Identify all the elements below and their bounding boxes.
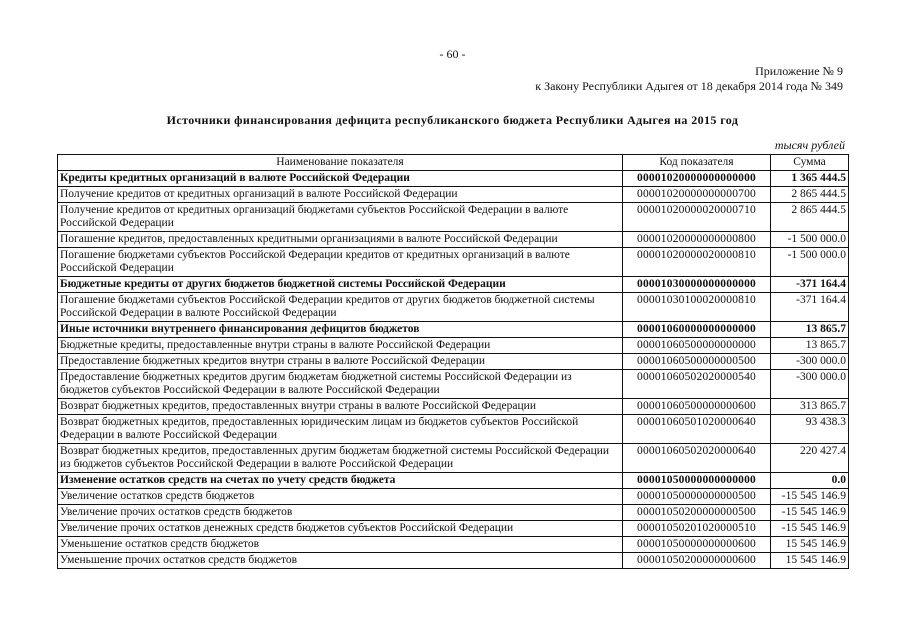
table-row: [58, 537, 849, 553]
table-row: [58, 203, 849, 232]
row-name-cell: Возврат бюджетных кредитов, предоставленных внутри страны в валюте Российской Федерации: [58, 399, 623, 415]
table-row: [58, 187, 849, 203]
row-name-cell: Уменьшение прочих остатков средств бюджетов: [58, 553, 623, 569]
row-name-cell: Увеличение прочих остатков денежных средств бюджетов субъектов Российской Федерации: [58, 521, 623, 537]
table-row: [58, 293, 849, 322]
row-code-cell: 00001030100020000810: [623, 293, 771, 322]
table-body: [58, 171, 849, 569]
row-code-cell: 00001060500000000500: [623, 354, 771, 370]
row-name-cell: Предоставление бюджетных кредитов внутри страны в валюте Российской Федерации: [58, 354, 623, 370]
row-name-cell: Бюджетные кредиты, предоставленные внутри страны в валюте Российской Федерации: [58, 338, 623, 354]
table-row: [58, 505, 849, 521]
appendix-reference: [535, 64, 843, 94]
table-row: [58, 171, 849, 187]
appendix-number: Приложение № 9: [755, 64, 843, 78]
row-code-cell: 00001020000000000800: [623, 232, 771, 248]
row-code-cell: 00001060500000000000: [623, 338, 771, 354]
row-code-cell: 00001060000000000000: [623, 322, 771, 338]
table-row: [58, 232, 849, 248]
row-sum-cell: -1 500 000.0: [771, 248, 849, 277]
row-code-cell: 00001050000000000500: [623, 489, 771, 505]
row-sum-cell: 2 865 444.5: [771, 187, 849, 203]
row-sum-cell: -15 545 146.9: [771, 521, 849, 537]
row-code-cell: 00001050000000000000: [623, 473, 771, 489]
row-code-cell: 00001060500000000600: [623, 399, 771, 415]
table-header-row: [58, 155, 849, 171]
row-sum-cell: 0.0: [771, 473, 849, 489]
row-code-cell: 00001050200000000500: [623, 505, 771, 521]
row-name-cell: Кредиты кредитных организаций в валюте Российской Федерации: [58, 171, 623, 187]
table-row: [58, 370, 849, 399]
row-sum-cell: 313 865.7: [771, 399, 849, 415]
row-sum-cell: 220 427.4: [771, 444, 849, 473]
appendix-law-reference: к Закону Республики Адыгея от 18 декабря 2014 года № 349: [535, 79, 843, 93]
units-label: тысяч рублей: [774, 138, 845, 152]
row-sum-cell: -371 164.4: [771, 293, 849, 322]
row-name-cell: Увеличение прочих остатков средств бюджетов: [58, 505, 623, 521]
row-name-cell: Получение кредитов от кредитных организаций в валюте Российской Федерации: [58, 187, 623, 203]
column-header-sum: Сумма: [771, 155, 849, 171]
table-row: [58, 248, 849, 277]
row-sum-cell: 13 865.7: [771, 338, 849, 354]
row-name-cell: Уменьшение остатков средств бюджетов: [58, 537, 623, 553]
row-code-cell: 00001060502020000540: [623, 370, 771, 399]
financing-sources-table: [57, 154, 849, 569]
row-code-cell: 00001050201020000510: [623, 521, 771, 537]
row-name-cell: Погашение бюджетами субъектов Российской Федерации кредитов от кредитных организаций в валюте Российской Федерации: [58, 248, 623, 277]
row-sum-cell: 2 865 444.5: [771, 203, 849, 232]
table-row: [58, 322, 849, 338]
table-row: [58, 354, 849, 370]
page-number: - 60 -: [439, 47, 466, 61]
row-sum-cell: 15 545 146.9: [771, 553, 849, 569]
table-row: [58, 277, 849, 293]
row-name-cell: Возврат бюджетных кредитов, предоставленных юридическим лицам из бюджетов субъектов Российской Федерации в валюте Российской Федерации: [58, 415, 623, 444]
table-row: [58, 489, 849, 505]
table-row: [58, 553, 849, 569]
row-name-cell: Возврат бюджетных кредитов, предоставленных другим бюджетам бюджетной системы Российской Федерации из бюджетов субъектов Российской Федерации в валюте Российской Федерации: [58, 444, 623, 473]
row-name-cell: Получение кредитов от кредитных организаций бюджетами субъектов Российской Федерации в валюте Российской Федерации: [58, 203, 623, 232]
row-sum-cell: -15 545 146.9: [771, 505, 849, 521]
document-title: Источники финансирования дефицита республиканского бюджета Республики Адыгея на 2015 год: [166, 113, 739, 127]
row-code-cell: 00001030000000000000: [623, 277, 771, 293]
table-row: [58, 399, 849, 415]
row-code-cell: 00001050000000000600: [623, 537, 771, 553]
row-name-cell: Предоставление бюджетных кредитов другим бюджетам бюджетной системы Российской Федерации из бюджетов субъектов Российской Федерации в валюте Российской Федерации: [58, 370, 623, 399]
row-code-cell: 00001060501020000640: [623, 415, 771, 444]
table-row: [58, 473, 849, 489]
row-sum-cell: -300 000.0: [771, 354, 849, 370]
table-row: [58, 338, 849, 354]
row-code-cell: 00001020000020000710: [623, 203, 771, 232]
row-code-cell: 00001060502020000640: [623, 444, 771, 473]
row-name-cell: Увеличение остатков средств бюджетов: [58, 489, 623, 505]
row-name-cell: Бюджетные кредиты от других бюджетов бюджетной системы Российской Федерации: [58, 277, 623, 293]
table-row: [58, 444, 849, 473]
row-name-cell: Погашение бюджетами субъектов Российской Федерации кредитов от других бюджетов бюджетной системы Российской Федерации в валюте Российской Федерации: [58, 293, 623, 322]
row-sum-cell: 13 865.7: [771, 322, 849, 338]
table-row: [58, 521, 849, 537]
row-sum-cell: -15 545 146.9: [771, 489, 849, 505]
row-sum-cell: -371 164.4: [771, 277, 849, 293]
row-sum-cell: 1 365 444.5: [771, 171, 849, 187]
column-header-code: Код показателя: [623, 155, 771, 171]
table-row: [58, 415, 849, 444]
row-sum-cell: 93 438.3: [771, 415, 849, 444]
row-code-cell: 00001050200000000600: [623, 553, 771, 569]
row-name-cell: Погашение кредитов, предоставленных кредитными организациями в валюте Российской Федерации: [58, 232, 623, 248]
row-name-cell: Иные источники внутреннего финансирования дефицитов бюджетов: [58, 322, 623, 338]
row-name-cell: Изменение остатков средств на счетах по учету средств бюджета: [58, 473, 623, 489]
row-sum-cell: 15 545 146.9: [771, 537, 849, 553]
row-sum-cell: -300 000.0: [771, 370, 849, 399]
row-sum-cell: -1 500 000.0: [771, 232, 849, 248]
row-code-cell: 00001020000000000700: [623, 187, 771, 203]
column-header-name: Наименование показателя: [58, 155, 623, 171]
row-code-cell: 00001020000000000000: [623, 171, 771, 187]
row-code-cell: 00001020000020000810: [623, 248, 771, 277]
